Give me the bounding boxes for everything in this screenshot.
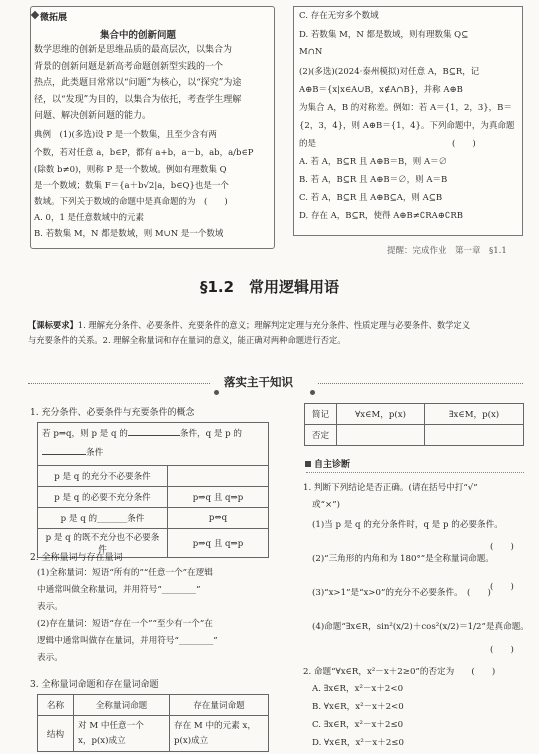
answer-paren-2[interactable]: ( ) [490, 582, 514, 592]
option-d[interactable]: D. ∀x∈R，x²－x＋2≤0 [312, 738, 404, 748]
banner-rule-left [28, 383, 210, 384]
option-b[interactable]: B. ∀x∈R，x²－x＋2<0 [312, 702, 404, 712]
blank-2[interactable] [42, 446, 86, 455]
proposition-table: 名称 全称量词命题 存在量词命题 结构 对 M 中任意一个 x，p(x)成立 存在 M 中的元素 x， p(x)成立 [37, 694, 269, 752]
negation-blank-1[interactable] [337, 425, 425, 446]
tip-intro: 数学思维的创新是思维品质的最高层次，以集合为 背景的创新问题是新高考命题创新型实践的一个 热点，此类题目常常以“问题”为核心，以“探究”为途 径，以“发现”为目的，以集合为依托，考查学生理解 问题、解决创新问题的能力。 [34, 45, 242, 121]
self-check-icon [305, 461, 311, 467]
banner-dot-left [214, 380, 219, 399]
tip-tag: 微拓展 [40, 13, 68, 23]
question-2-options [312, 683, 404, 749]
heading-2: 2. 全称量词与存在量词 [30, 553, 123, 563]
banner-rule-right [318, 383, 523, 384]
heading-3: 3. 全称量词命题和存在量词命题 [30, 680, 159, 690]
negation-blank-2[interactable] [425, 425, 524, 446]
requirement-label: 【课标要求】 [28, 320, 78, 330]
concept-table: 若 p⇒q，则 p 是 q 的 条件，q 是 p 的 条件 p 是 q 的充分不必要条件 p 是 q 的必要不充分条件 p⇒q 且 q⇒p p 是 q 的_______条件 p⇔q p 是 q 的既不充分也不必要条件 p⇒q 且 q⇒p [37, 422, 269, 558]
heading-1: 1. 充分条件、必要条件与充要条件的概念 [30, 408, 195, 418]
quantifier-text: (1)全称量词：短语“所有的”“任意一个”在逻辑 中通常叫做全称量词，并用符号“________” 表示。 (2)存在量词：短语“存在一个”“至少有一个”在 逻辑中通常叫做存在量词，并用符号“________” 表示。 [37, 568, 218, 663]
banner-dot-right [310, 380, 315, 399]
question-2: 2. 命题“∀x∈R，x²－x＋2≥0”的否定为 ( ) [303, 667, 496, 677]
self-check-title: 自主诊断 [314, 460, 351, 470]
option-a[interactable]: A. ∃x∈R，x²－x＋2<0 [312, 684, 404, 694]
answer-paren-4[interactable]: ( ) [490, 645, 514, 655]
option-c[interactable]: C. ∃x∈R，x²－x＋2≤0 [312, 720, 404, 730]
abbrev-table: 简记 ∀x∈M，p(x) ∃x∈M，p(x) 否定 [304, 403, 524, 446]
tip-title: 集合中的创新问题 [100, 30, 177, 41]
tip-example: 典例 (1)(多选)设 P 是一个数集，且至少含有两 个数，若对任意 a，b∈P，都有 a+b，a－b，ab，a/b∈P (除数 b≠0)，则称 P 是一个数域。例如有理数集 Q 是一个数域；数集 F＝{a＋b√2|a，b∈Q}也是一个 数域。下列关于数域的命题中是真命题的为 ( ) A. 0，1 是任意数域中的元素 B. 若数集 M，N 都是数域，则 M∪N 是一个数域 [34, 130, 254, 239]
question-1: 1. 判断下列结论是否正确。(请在括号中打“√” 或“×”) (1)当 p 是 q 的充分条件时，q 是 p 的必要条件。 (2)“三角形的内角和为 180°”是全称量词命题。 (3)“x>1”是“x>0”的充分不必要条件。 ( ) (4)命题“∃x∈R，sin²(x/2)＋cos²(x/2)＝1/2”是真命题。 [303, 483, 529, 632]
banner-title: 落实主干知识 [224, 375, 293, 389]
reminder-text: 提醒：完成作业 第一章 §1.1 [387, 246, 507, 256]
self-check-rule [306, 472, 524, 473]
section-title: §1.2 常用逻辑用语 [199, 278, 340, 296]
example-continued: C. 存在无穷多个数域 D. 若数集 M，N 都是数域，则有理数集 Q⊆ M∩N (2)(多选)(2024·泰州模拟)对任意 A，B⊆R，记 A⊕B＝{x|x∈A∪B，x∉A∩B}，并称 A⊕B 为集合 A，B 的对称差。例如：若 A＝{1，2，3}，B＝ {2，3，4}，则 A⊕B＝{1，4}。下列命题中，为真命题 的是 ( ) A. 若 A，B⊆R 且 A⊕B＝B，则 A＝∅ B. 若 A，B⊆R 且 A⊕B＝∅，则 A＝B C. 若 A，B⊆R 且 A⊕B⊆A，则 A⊆B D. 存在 A，B⊆R，使得 A⊕B≠∁RA⊕∁RB [299, 11, 515, 221]
requirement: 【课标要求】1. 理解充分条件、必要条件、充要条件的意义；理解判定定理与充分条件、性质定理与必要条件、数学定义 与充要条件的关系。2. 理解全称量词和存在量词的意义，能正确对两种命题进行否定。 [28, 320, 471, 345]
answer-paren-1[interactable]: ( ) [490, 542, 514, 552]
blank-1[interactable] [128, 427, 180, 436]
